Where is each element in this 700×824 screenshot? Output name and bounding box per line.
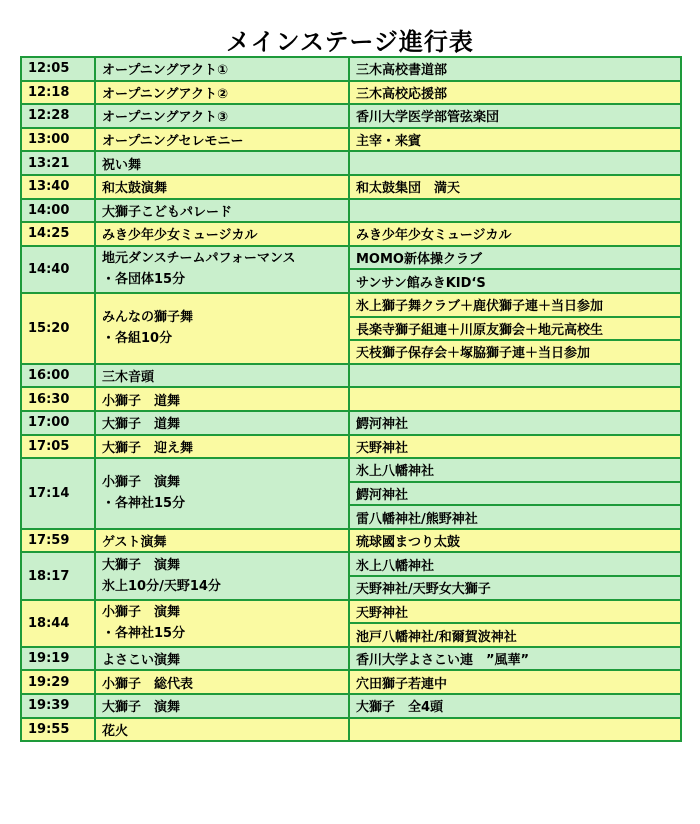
program-line: 大獅子 道舞 [102, 417, 181, 433]
program-line: オープニングアクト② [102, 86, 229, 102]
performer-cell [349, 364, 681, 388]
schedule-row [21, 529, 681, 553]
program-line: 大獅子こどもパレード [102, 204, 233, 220]
program-line: オープニングアクト① [102, 63, 229, 79]
program-line: 花火 [102, 723, 129, 739]
schedule-row [21, 57, 681, 81]
program-line: 大獅子 演舞 [102, 558, 181, 574]
program-line: 和太鼓演舞 [102, 181, 168, 197]
time-cell: 18:44 [21, 600, 95, 647]
program-cell [95, 435, 349, 459]
performer-cell [349, 387, 681, 411]
performer-cell: 氷上獅子舞クラブ＋鹿伏獅子連＋当日参加 [349, 293, 681, 317]
performer-cell: MOMO新体操クラブ [349, 246, 681, 270]
performer-cell: 天野神社/天野女大獅子 [349, 576, 681, 600]
program-line: オープニングアクト③ [102, 110, 229, 126]
schedule-row [21, 647, 681, 671]
program-cell [95, 293, 349, 364]
program-line: 小獅子 総代表 [102, 676, 194, 692]
program-cell [95, 718, 349, 742]
schedule-row [21, 387, 681, 411]
schedule-row [21, 435, 681, 459]
time-cell: 19:39 [21, 694, 95, 718]
program-line: ・各神社15分 [102, 626, 186, 642]
performer-cell: 香川大学よさこい連 ”風華” [349, 647, 681, 671]
schedule-body [21, 57, 681, 741]
program-cell [95, 694, 349, 718]
program-cell [95, 246, 349, 293]
performer-cell [349, 718, 681, 742]
schedule-row [21, 411, 681, 435]
program-line: オープニングセレモニー [102, 134, 244, 150]
program-cell [95, 600, 349, 647]
time-cell: 17:00 [21, 411, 95, 435]
program-line: 大獅子 迎え舞 [102, 440, 194, 456]
performer-cell [349, 199, 681, 223]
schedule-row [21, 552, 681, 576]
program-line: みんなの獅子舞 [102, 310, 194, 326]
schedule-table [20, 56, 682, 742]
schedule-row [21, 81, 681, 105]
schedule-row [21, 246, 681, 270]
schedule-row [21, 364, 681, 388]
program-line: ・各団体15分 [102, 272, 186, 288]
performer-cell: 池戸八幡神社/和爾賀波神社 [349, 623, 681, 647]
program-cell [95, 529, 349, 553]
time-cell: 16:30 [21, 387, 95, 411]
time-cell: 14:40 [21, 246, 95, 293]
program-line: よさこい演舞 [102, 653, 181, 669]
performer-cell: 天枝獅子保存会＋塚脇獅子連＋当日参加 [349, 340, 681, 364]
program-cell [95, 552, 349, 599]
time-cell: 19:55 [21, 718, 95, 742]
time-cell: 13:00 [21, 128, 95, 152]
performer-cell: 雷八幡神社/熊野神社 [349, 505, 681, 529]
program-line: ・各神社15分 [102, 496, 186, 512]
performer-cell: 氷上八幡神社 [349, 552, 681, 576]
schedule-row [21, 199, 681, 223]
performer-cell: 和太鼓集団 満天 [349, 175, 681, 199]
program-cell [95, 199, 349, 223]
schedule-row [21, 718, 681, 742]
program-cell [95, 175, 349, 199]
program-cell [95, 364, 349, 388]
program-line: 小獅子 演舞 [102, 475, 181, 491]
performer-cell: 鰐河神社 [349, 411, 681, 435]
program-cell [95, 81, 349, 105]
performer-cell: 天野神社 [349, 600, 681, 624]
time-cell: 14:00 [21, 199, 95, 223]
time-cell: 17:59 [21, 529, 95, 553]
program-cell [95, 151, 349, 175]
program-cell [95, 387, 349, 411]
program-line: 三木音頭 [102, 370, 155, 386]
time-cell: 19:29 [21, 670, 95, 694]
schedule-row [21, 694, 681, 718]
program-cell [95, 647, 349, 671]
program-line: ・各組10分 [102, 331, 173, 347]
performer-cell: 琉球國まつり太鼓 [349, 529, 681, 553]
program-cell [95, 222, 349, 246]
performer-cell: サンサン館みきKID‘S [349, 269, 681, 293]
program-line: ゲスト演舞 [102, 535, 167, 551]
time-cell: 12:18 [21, 81, 95, 105]
performer-cell: 三木高校応援部 [349, 81, 681, 105]
time-cell: 13:40 [21, 175, 95, 199]
schedule-row [21, 151, 681, 175]
time-cell: 12:05 [21, 57, 95, 81]
performer-cell: 長楽寺獅子組連＋川原友獅会＋地元高校生 [349, 317, 681, 341]
performer-cell: 大獅子 全4頭 [349, 694, 681, 718]
program-line: 地元ダンスチームパフォーマンス [102, 251, 296, 267]
page-title: メインステージ進行表 [226, 28, 474, 56]
program-line: 小獅子 道舞 [102, 393, 181, 409]
program-line: 氷上10分/天野14分 [102, 579, 221, 595]
performer-cell: 三木高校書道部 [349, 57, 681, 81]
performer-cell: 氷上八幡神社 [349, 458, 681, 482]
performer-cell: 香川大学医学部管弦楽団 [349, 104, 681, 128]
time-cell: 14:25 [21, 222, 95, 246]
schedule-row [21, 104, 681, 128]
performer-cell: 天野神社 [349, 435, 681, 459]
schedule-row [21, 222, 681, 246]
program-line: 小獅子 演舞 [102, 605, 181, 621]
program-cell [95, 104, 349, 128]
schedule-row [21, 293, 681, 317]
program-cell [95, 57, 349, 81]
schedule-row [21, 458, 681, 482]
performer-cell: 主宰・来賓 [349, 128, 681, 152]
time-cell: 16:00 [21, 364, 95, 388]
schedule-row [21, 128, 681, 152]
schedule-row [21, 600, 681, 624]
program-cell [95, 128, 349, 152]
schedule-row [21, 670, 681, 694]
schedule-row [21, 175, 681, 199]
time-cell: 17:14 [21, 458, 95, 529]
program-cell [95, 411, 349, 435]
program-line: 大獅子 演舞 [102, 700, 181, 716]
program-cell [95, 670, 349, 694]
program-line: みき少年少女ミュージカル [102, 228, 258, 244]
time-cell: 19:19 [21, 647, 95, 671]
time-cell: 12:28 [21, 104, 95, 128]
time-cell: 17:05 [21, 435, 95, 459]
performer-cell: みき少年少女ミュージカル [349, 222, 681, 246]
performer-cell: 鰐河神社 [349, 482, 681, 506]
program-line: 祝い舞 [102, 157, 142, 173]
time-cell: 13:21 [21, 151, 95, 175]
time-cell: 15:20 [21, 293, 95, 364]
performer-cell: 穴田獅子若連中 [349, 670, 681, 694]
time-cell: 18:17 [21, 552, 95, 599]
performer-cell [349, 151, 681, 175]
program-cell [95, 458, 349, 529]
